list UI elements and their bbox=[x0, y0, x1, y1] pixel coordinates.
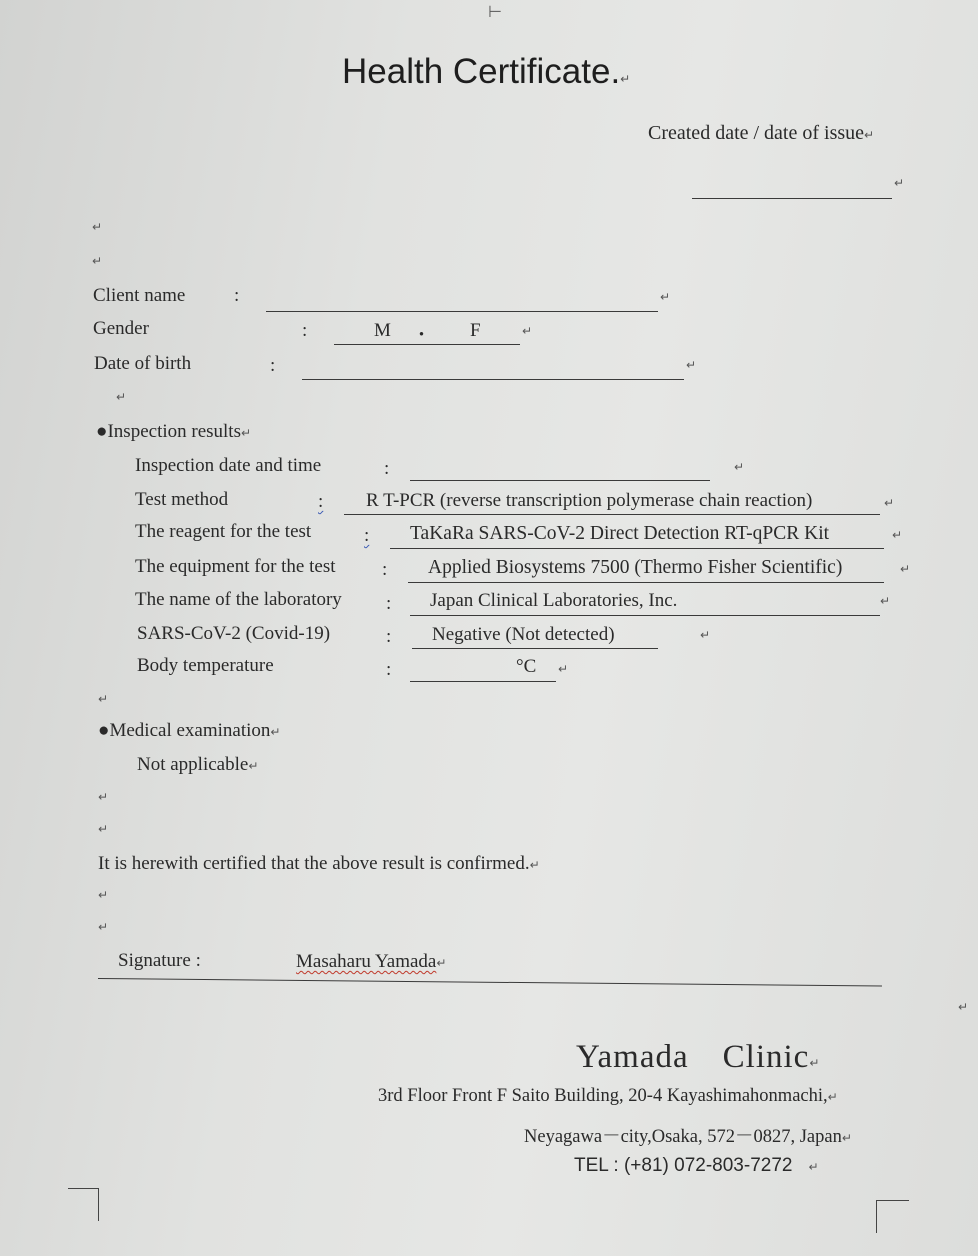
clinic-tel-text: TEL : (+81) 072-803-7272 bbox=[574, 1155, 793, 1176]
issue-date-field[interactable] bbox=[692, 198, 892, 199]
return-icon: ↵ bbox=[522, 324, 533, 338]
return-icon: ↵ bbox=[98, 790, 109, 804]
inspection-date-colon: : bbox=[384, 458, 390, 479]
page-title bbox=[342, 52, 630, 92]
clinic-address-line1 bbox=[378, 1086, 838, 1107]
medical-heading bbox=[98, 720, 280, 742]
cursor-mark: ⊢ bbox=[488, 2, 502, 21]
reagent-colon: : bbox=[364, 525, 370, 546]
inspection-date-label: Inspection date and time bbox=[135, 455, 322, 476]
signature-label: Signature : bbox=[118, 950, 201, 971]
return-icon: ↵ bbox=[894, 176, 905, 190]
client-name-colon: : bbox=[234, 285, 240, 306]
clinic-address-line2 bbox=[524, 1122, 852, 1148]
return-icon: ↵ bbox=[900, 562, 911, 576]
gender-m-option[interactable]: M bbox=[374, 320, 391, 341]
return-icon: ↵ bbox=[92, 220, 103, 234]
return-icon: ↵ bbox=[958, 1000, 969, 1014]
clinic-name-text: Yamada Clinic bbox=[576, 1039, 810, 1075]
gender-separator: ・ bbox=[412, 325, 432, 346]
return-icon: ↵ bbox=[248, 759, 259, 773]
gender-f-option[interactable]: F bbox=[470, 320, 481, 341]
dob-colon: : bbox=[270, 355, 276, 376]
return-icon: ↵ bbox=[98, 692, 109, 706]
crop-mark-bottom-right bbox=[876, 1200, 909, 1233]
return-icon: ↵ bbox=[620, 72, 631, 86]
test-method-value: R T-PCR (reverse transcription polymerase chain reaction) bbox=[366, 490, 813, 511]
issue-date-label bbox=[648, 122, 874, 145]
sars-cov-2-label: SARS-CoV-2 (Covid-19) bbox=[137, 623, 331, 644]
reagent-label: The reagent for the test bbox=[135, 521, 312, 542]
test-method-colon: : bbox=[318, 491, 324, 512]
return-icon: ↵ bbox=[436, 956, 447, 970]
signature-name-text: Masaharu Yamada bbox=[296, 951, 437, 972]
return-icon: ↵ bbox=[116, 390, 127, 404]
return-icon: ↵ bbox=[558, 662, 569, 676]
return-icon: ↵ bbox=[809, 1056, 821, 1070]
clinic-address-line1-text: 3rd Floor Front F Saito Building, 20-4 Kayashimahonmachi, bbox=[378, 1086, 828, 1106]
equipment-label: The equipment for the test bbox=[135, 556, 336, 577]
title-text: Health Certificate. bbox=[342, 52, 621, 91]
crop-mark-bottom-left bbox=[68, 1188, 99, 1221]
return-icon: ↵ bbox=[98, 920, 109, 934]
signature-line bbox=[98, 978, 882, 987]
return-icon: ↵ bbox=[864, 128, 875, 142]
reagent-field bbox=[390, 548, 884, 549]
return-icon: ↵ bbox=[240, 426, 252, 440]
sars-cov-2-field bbox=[412, 648, 658, 649]
gender-field bbox=[334, 344, 520, 345]
body-temperature-colon: : bbox=[386, 659, 392, 680]
gender-colon: : bbox=[302, 320, 308, 341]
body-temperature-field[interactable] bbox=[410, 681, 556, 682]
dob-label: Date of birth bbox=[94, 353, 192, 374]
test-method-field bbox=[344, 514, 880, 515]
client-name-field[interactable] bbox=[266, 311, 658, 312]
laboratory-value: Japan Clinical Laboratories, Inc. bbox=[430, 590, 678, 611]
clinic-tel bbox=[574, 1155, 819, 1177]
issue-date-text: Created date / date of issue bbox=[648, 122, 865, 144]
equipment-colon: : bbox=[382, 559, 388, 580]
inspection-date-field[interactable] bbox=[410, 480, 710, 481]
return-icon: ↵ bbox=[734, 460, 745, 474]
body-temperature-label: Body temperature bbox=[137, 655, 274, 676]
signature-name bbox=[296, 951, 446, 973]
gender-label: Gender bbox=[93, 318, 149, 339]
sars-cov-2-result: Negative (Not detected) bbox=[432, 624, 615, 645]
test-method-label: Test method bbox=[135, 489, 229, 510]
return-icon: ↵ bbox=[892, 528, 903, 542]
clinic-name bbox=[576, 1030, 820, 1077]
clinic-address-line2-text: Neyagawa－city,Osaka, 572－0827, Japan bbox=[524, 1127, 842, 1147]
laboratory-field bbox=[410, 615, 880, 616]
medical-value bbox=[137, 754, 258, 776]
return-icon: ↵ bbox=[98, 822, 109, 836]
return-icon: ↵ bbox=[660, 290, 671, 304]
laboratory-label: The name of the laboratory bbox=[135, 589, 342, 610]
return-icon: ↵ bbox=[884, 496, 895, 510]
return-icon: ↵ bbox=[92, 254, 103, 268]
laboratory-colon: : bbox=[386, 593, 392, 614]
equipment-value: Applied Biosystems 7500 (Thermo Fisher Scientific) bbox=[428, 557, 843, 578]
return-icon: ↵ bbox=[529, 858, 540, 872]
medical-value-text: Not applicable bbox=[137, 754, 249, 775]
body-temperature-unit: °C bbox=[516, 656, 537, 677]
certification-text: It is herewith certified that the above result is confirmed. bbox=[98, 853, 530, 874]
certification-statement bbox=[98, 853, 540, 875]
medical-heading-text: ●Medical examination bbox=[98, 720, 271, 741]
reagent-value: TaKaRa SARS-CoV-2 Direct Detection RT-qPCR Kit bbox=[410, 523, 830, 544]
client-name-label: Client name bbox=[93, 285, 186, 306]
return-icon: ↵ bbox=[700, 628, 711, 642]
inspection-heading bbox=[96, 421, 251, 443]
return-icon: ↵ bbox=[686, 358, 697, 372]
return-icon: ↵ bbox=[808, 1160, 819, 1174]
return-icon: ↵ bbox=[98, 888, 109, 902]
sars-cov-2-colon: : bbox=[386, 626, 392, 647]
equipment-field bbox=[408, 582, 884, 583]
inspection-heading-text: ●Inspection results bbox=[96, 421, 241, 442]
return-icon: ↵ bbox=[880, 594, 891, 608]
return-icon: ↵ bbox=[841, 1131, 852, 1145]
dob-field[interactable] bbox=[302, 379, 684, 380]
return-icon: ↵ bbox=[270, 725, 281, 739]
return-icon: ↵ bbox=[827, 1090, 838, 1104]
